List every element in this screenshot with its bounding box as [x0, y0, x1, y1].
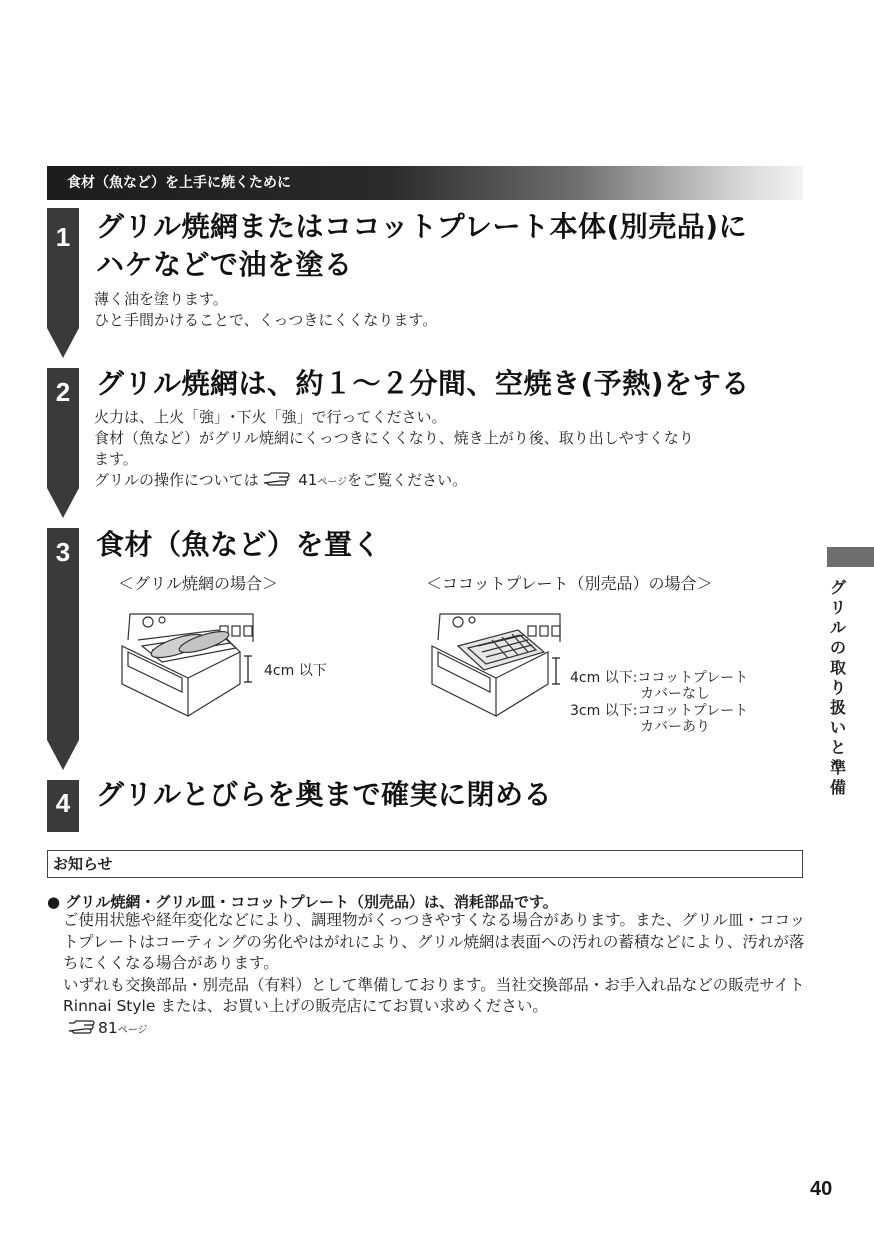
step-3-number: 3: [55, 537, 71, 567]
notice-ref: [68, 1018, 808, 1042]
notice-bullet-text: グリル焼網・グリル皿・ココットプレート（別売品）は、消耗部品です。: [65, 893, 558, 911]
step-2-number: 2: [55, 377, 71, 407]
step-2-arrow: [47, 488, 79, 518]
step-4-title: グリルとびらを奥まで確実に閉める: [96, 778, 553, 811]
side-tab-marker: [827, 547, 874, 567]
grill-net-diagram: [118, 600, 268, 718]
step-3-title: 食材（魚など）を置く: [96, 528, 382, 561]
step-1-arrow: [47, 328, 79, 358]
page-number: 40: [810, 1178, 833, 1200]
pointing-hand-icon: [68, 1019, 98, 1042]
notice-heading: お知らせ: [47, 850, 803, 878]
step-4-number: 4: [55, 788, 71, 818]
cocotte-label-line-3: 3cm 以下:ココットプレート: [570, 703, 749, 719]
step-2-body-line-2: 食材（魚など）がグリル焼網にくっつきにくくなり、焼き上がり後、取り出しやすくなり: [94, 429, 694, 447]
notice-ref-page: 81: [98, 1018, 118, 1037]
cocotte-plate-diagram: [428, 600, 568, 718]
step-1-number: 1: [55, 222, 71, 252]
cocotte-label-line-4: カバーあり: [640, 719, 710, 735]
step-2-ref-unit: ページ: [317, 477, 348, 488]
step-2-body-line-1: 火力は、上火「強」･下火「強」で行ってください。: [94, 408, 447, 426]
step-2-ref-page: 41: [298, 471, 318, 489]
step-2-ref-after: をご覧ください。: [347, 471, 468, 489]
section-header: 食材（魚など）を上手に焼くために: [47, 166, 803, 200]
grill-net-height-label: 4cm 以下: [264, 663, 327, 679]
step-1-title-line-2: ハケなどで油を塗る: [96, 248, 353, 281]
step-2-title: グリル焼網は、約１～２分間、空焼き(予熱)をする: [96, 367, 750, 400]
pointing-hand-icon: [263, 471, 293, 493]
cocotte-plate-caption: ＜ココットプレート（別売品）の場合＞: [426, 574, 713, 593]
step-2-body-line-3: ます。: [94, 450, 138, 468]
cocotte-label-line-1: 4cm 以下:ココットプレート: [570, 670, 749, 686]
notice-paragraph-2: いずれも交換部品・別売品（有料）として準備しております。当社交換部品・お手入れ品などの販売サイト Rinnai Style または、お買い上げの販売店にてお買い求めください。: [63, 975, 805, 1015]
bullet-icon: ●: [47, 893, 61, 911]
notice-ref-unit: ページ: [117, 1024, 148, 1036]
cocotte-label-line-2: カバーなし: [640, 686, 710, 702]
step-1-title-line-1: グリル焼網またはココットプレート本体(別売品)に: [96, 210, 748, 243]
notice-bullet-title: [47, 891, 558, 912]
step-1-body-line-1: 薄く油を塗ります。: [94, 290, 228, 308]
step-3-arrow: [47, 740, 79, 770]
side-tab-label: グリルの取り扱いと準備: [829, 578, 846, 797]
grill-net-caption: ＜グリル焼網の場合＞: [118, 574, 279, 593]
step-1-body-line-2: ひと手間かけることで、くっつきにくくなります。: [94, 311, 438, 329]
step-2-ref-text: グリルの操作については: [94, 471, 259, 489]
notice-body: [63, 910, 808, 1041]
step-2-body-line-4: [94, 470, 467, 493]
notice-paragraph-1: ご使用状態や経年変化などにより、調理物がくっつきやすくなる場合があります。また、グリル皿・ココットプレートはコーティングの劣化やはがれにより、グリル焼網は表面への汚れの蓄積などにより、汚れが落ちにくくなる場合があります。: [63, 911, 806, 972]
